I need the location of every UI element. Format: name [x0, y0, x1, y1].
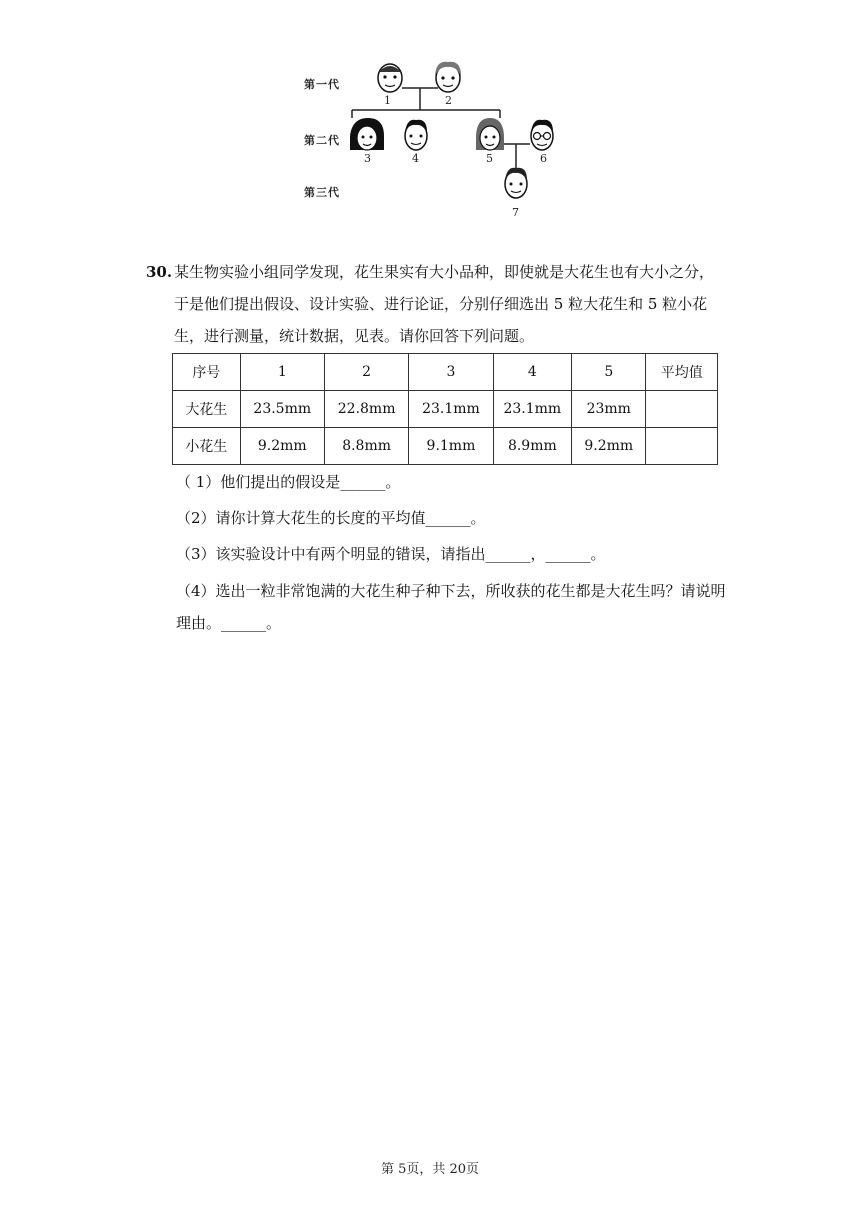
pedigree-lines: [290, 58, 590, 228]
person-6-icon: [531, 120, 553, 150]
person-3-icon: [350, 118, 384, 150]
subquestion-1: （ 1）他们提出的假设是______。: [176, 473, 401, 491]
table-cell: [646, 391, 718, 428]
table-header-row: [173, 354, 718, 391]
table-header-cell: 1: [240, 354, 324, 391]
person-6-number: 6: [540, 152, 547, 165]
table-cell: 8.9mm: [493, 428, 571, 465]
pedigree-diagram: [290, 58, 590, 228]
table-cell: 小花生: [173, 428, 241, 465]
table-cell: 9.2mm: [240, 428, 324, 465]
person-7-number: 7: [512, 206, 519, 219]
person-1-icon: [378, 64, 402, 92]
table-header-cell: 2: [324, 354, 408, 391]
table-cell: 22.8mm: [324, 391, 408, 428]
table-row: [173, 391, 718, 428]
table-cell: 23.1mm: [493, 391, 571, 428]
question-30: [146, 256, 726, 352]
table-header-cell: 平均值: [646, 354, 718, 391]
subquestion-4: （4）选出一粒非常饱满的大花生种子种下去，所收获的花生都是大花生吗？请说明理由。______。: [176, 582, 726, 632]
person-2-number: 2: [445, 94, 452, 107]
generation-label-2: 第二代: [304, 134, 340, 147]
person-3-number: 3: [364, 152, 371, 165]
table-cell: [646, 428, 718, 465]
generation-label-3: 第三代: [304, 186, 340, 199]
peanut-data-table: [172, 353, 718, 465]
table-header-cell: 5: [572, 354, 646, 391]
subquestion-2: （2）请你计算大花生的长度的平均值______。: [176, 509, 486, 527]
question-text: 某生物实验小组同学发现，花生果实有大小品种，即使就是大花生也有大小之分，于是他们提出假设、设计实验、进行论证，分别仔细选出 5 粒大花生和 5 粒小花生，进行测量，统计数据，见表。请你回答下列问题。: [174, 263, 715, 345]
person-5-number: 5: [486, 152, 493, 165]
table-cell: 9.1mm: [409, 428, 493, 465]
table-cell: 9.2mm: [572, 428, 646, 465]
table-cell: 23mm: [572, 391, 646, 428]
question-number: 30.: [146, 263, 173, 281]
subquestion-3: （3）该实验设计中有两个明显的错误，请指出______，______。: [176, 545, 606, 563]
generation-label-1: 第一代: [304, 78, 340, 91]
table-header-cell: 序号: [173, 354, 241, 391]
person-7-icon: [505, 168, 527, 198]
person-2-icon: [435, 62, 461, 92]
person-4-number: 4: [412, 152, 419, 165]
table-cell: 大花生: [173, 391, 241, 428]
person-1-number: 1: [384, 94, 391, 107]
table-cell: 23.5mm: [240, 391, 324, 428]
table-header-cell: 4: [493, 354, 571, 391]
page-footer: 第 5页，共 20页: [380, 1162, 480, 1177]
person-4-icon: [405, 120, 427, 150]
table-cell: 23.1mm: [409, 391, 493, 428]
table-cell: 8.8mm: [324, 428, 408, 465]
table-header-cell: 3: [409, 354, 493, 391]
table-row: [173, 428, 718, 465]
person-5-icon: [476, 118, 504, 150]
